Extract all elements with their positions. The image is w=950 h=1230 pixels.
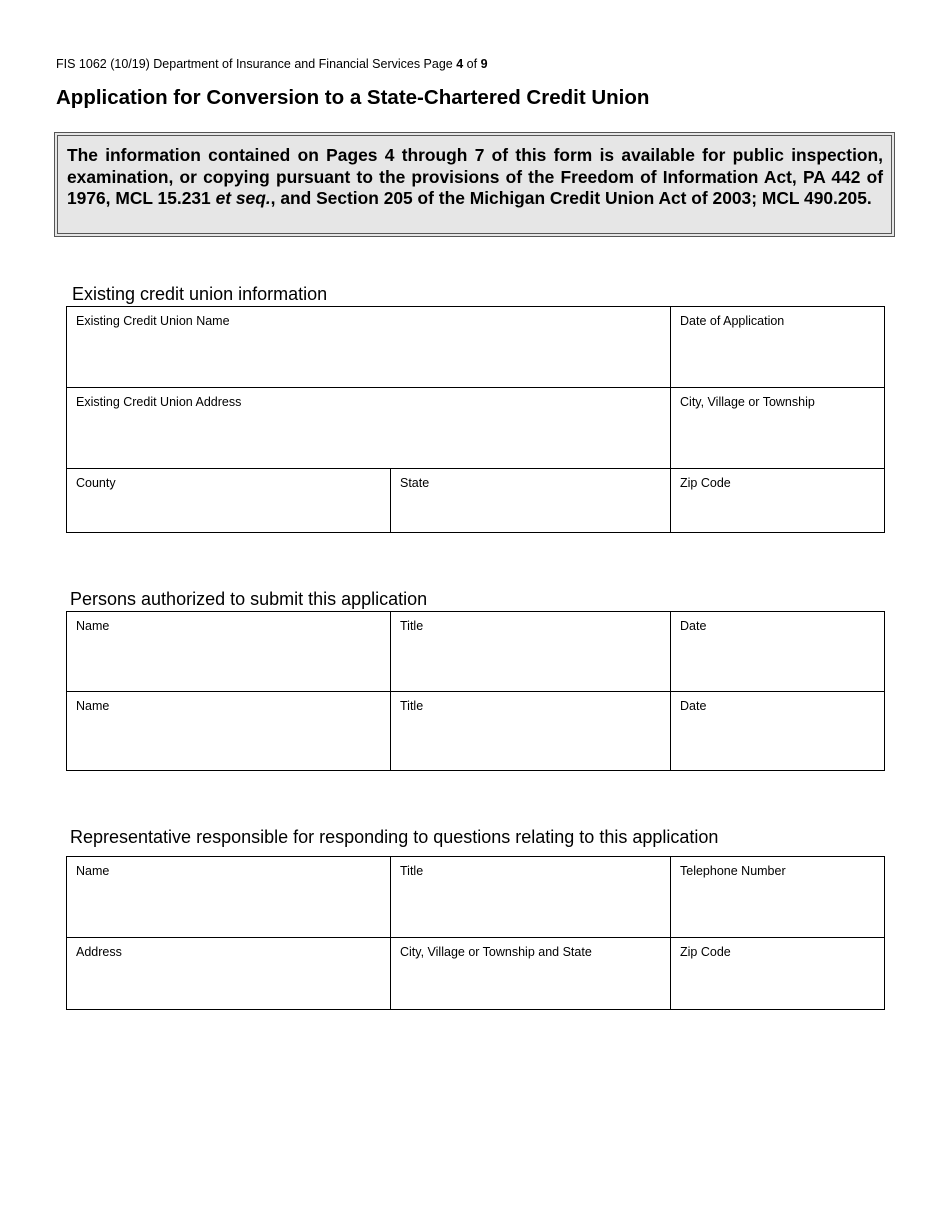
authorized-date-field[interactable]	[671, 612, 885, 692]
existing-section-heading: Existing credit union information	[72, 284, 328, 304]
authorized-name-field[interactable]	[67, 612, 391, 692]
authorized-date-label: Date	[680, 699, 707, 713]
authorized-name-label: Name	[76, 699, 110, 713]
notice-text	[57, 135, 892, 234]
representative-name-field[interactable]	[67, 857, 391, 938]
existing-zip-label: Zip Code	[680, 476, 731, 490]
notice-italic: et seq.	[215, 188, 271, 208]
notice-part1: The information contained on Pages 4 through 7 of this form is available for public inspection, examination, or copying pursuant to the provisions of the Freedom of Information Act, PA 442 of 1976, MCL 15.231	[67, 145, 883, 208]
authorized-title-field[interactable]	[391, 692, 671, 771]
authorized-name-field[interactable]	[67, 692, 391, 771]
date-of-application-label: Date of Application	[680, 314, 785, 328]
date-of-application-field[interactable]	[671, 307, 885, 388]
county-label: County	[76, 476, 116, 490]
representative-title-field[interactable]	[391, 857, 671, 938]
telephone-label: Telephone Number	[680, 864, 786, 878]
authorized-name-label: Name	[76, 619, 110, 633]
existing-address-label: Existing Credit Union Address	[76, 395, 242, 409]
notice-part2: , and Section 205 of the Michigan Credit Union Act of 2003; MCL 490.205.	[270, 188, 872, 208]
existing-city-field[interactable]	[671, 388, 885, 469]
authorized-title-label: Title	[400, 619, 424, 633]
representative-zip-label: Zip Code	[680, 945, 731, 959]
authorized-section-heading: Persons authorized to submit this application	[70, 589, 428, 609]
existing-name-label: Existing Credit Union Name	[76, 314, 230, 328]
representative-city-state-label: City, Village or Township and State	[400, 945, 592, 959]
representative-city-state-field[interactable]	[391, 938, 671, 1010]
page-title: Application for Conversion to a State-Chartered Credit Union	[56, 86, 650, 109]
public-inspection-notice	[54, 132, 895, 237]
authorized-persons-table	[66, 611, 885, 771]
existing-address-field[interactable]	[67, 388, 671, 469]
county-field[interactable]	[67, 469, 391, 533]
telephone-field[interactable]	[671, 857, 885, 938]
existing-credit-union-table	[66, 306, 885, 533]
representative-name-label: Name	[76, 864, 110, 878]
representative-address-label: Address	[76, 945, 122, 959]
representative-table	[66, 856, 885, 1010]
page-current: 4	[456, 57, 464, 71]
form-code: FIS 1062 (10/19) Department of Insurance and Financial Services Page	[56, 57, 453, 71]
existing-zip-field[interactable]	[671, 469, 885, 533]
authorized-title-label: Title	[400, 699, 424, 713]
authorized-date-label: Date	[680, 619, 707, 633]
existing-name-field[interactable]	[67, 307, 671, 388]
state-label: State	[400, 476, 430, 490]
authorized-title-field[interactable]	[391, 612, 671, 692]
authorized-date-field[interactable]	[671, 692, 885, 771]
page-total: 9	[480, 57, 488, 71]
form-header	[56, 57, 488, 71]
authorized-row	[67, 612, 885, 692]
representative-title-label: Title	[400, 864, 424, 878]
representative-section-heading: Representative responsible for responding to questions relating to this application	[70, 827, 719, 847]
state-field[interactable]	[391, 469, 671, 533]
representative-zip-field[interactable]	[671, 938, 885, 1010]
existing-city-label: City, Village or Township	[680, 395, 815, 409]
page-of: of	[466, 57, 478, 71]
representative-address-field[interactable]	[67, 938, 391, 1010]
authorized-row	[67, 692, 885, 771]
